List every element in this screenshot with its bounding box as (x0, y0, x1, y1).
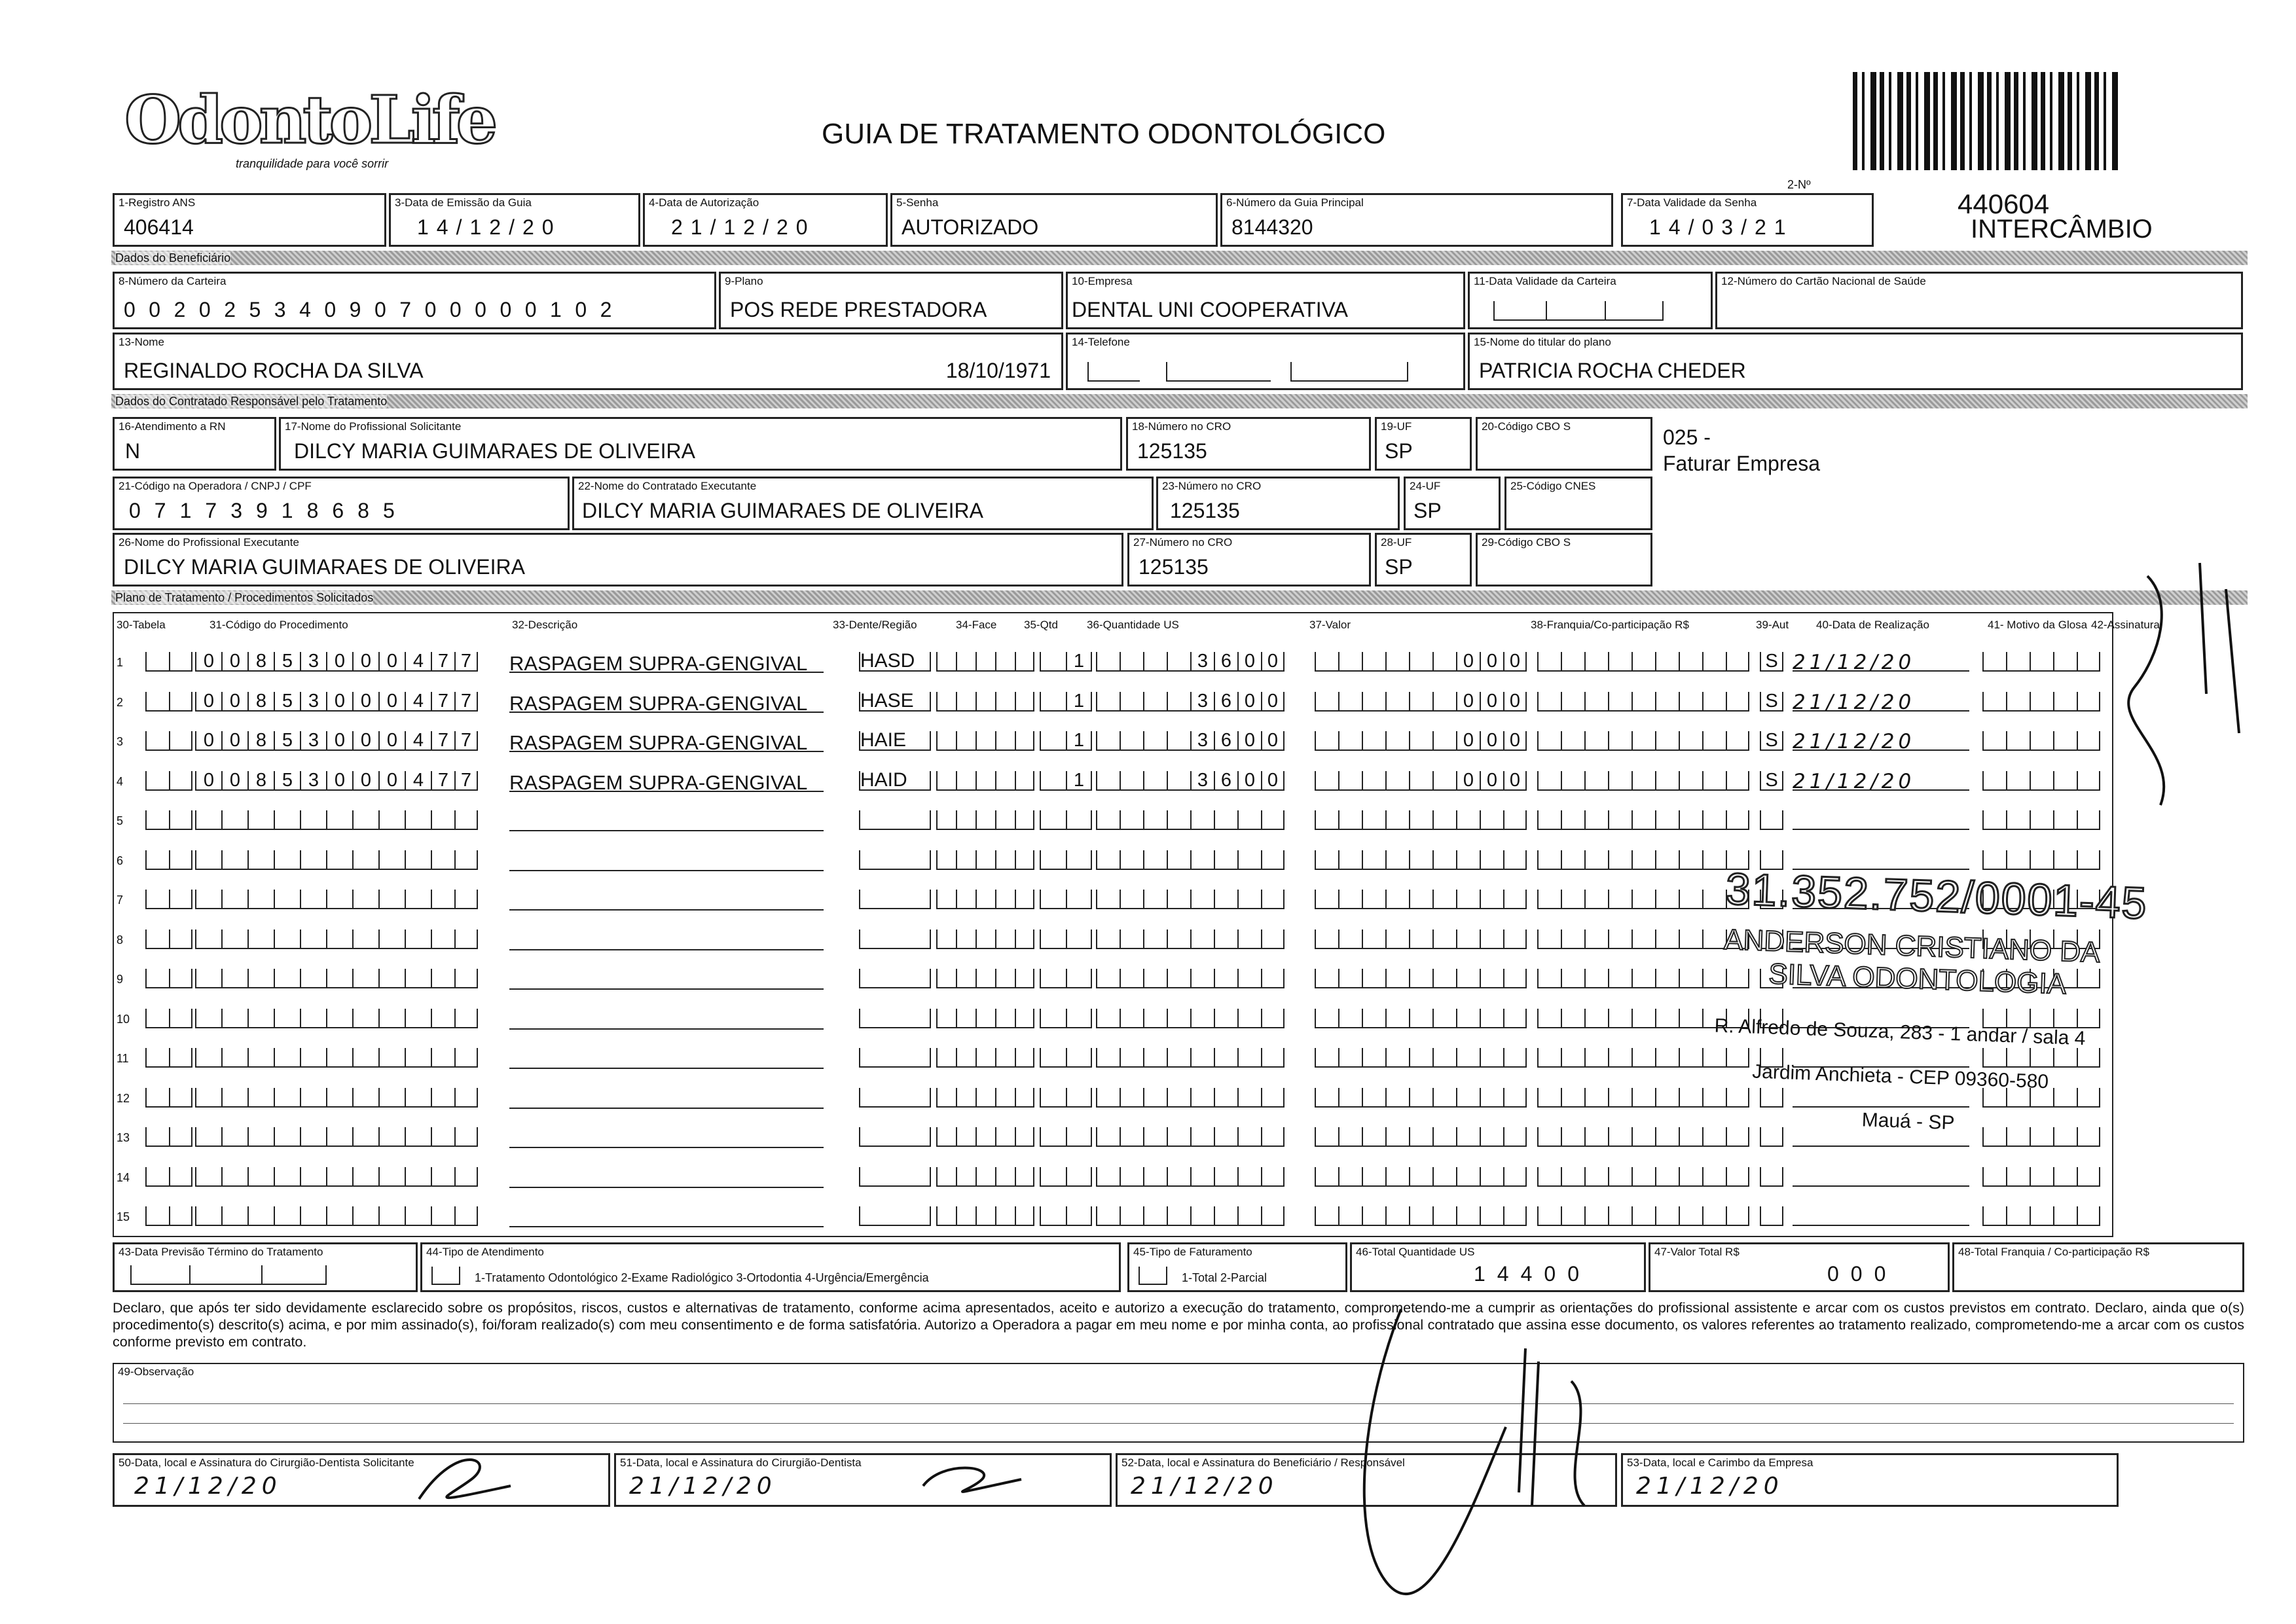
dente-cell[interactable]: HASE (859, 692, 931, 712)
dente-cell[interactable]: HAIE (859, 731, 931, 751)
registro-ans-label: 1-Registro ANS (118, 196, 196, 209)
aut-cell[interactable]: S (1760, 692, 1783, 712)
cro27-label: 27-Número no CRO (1133, 536, 1233, 549)
valor-total-label: 47-Valor Total R$ (1654, 1246, 1740, 1258)
row-number: 12 (117, 1091, 130, 1105)
aut-cell[interactable]: S (1760, 731, 1783, 751)
hdr-glosa: 41- Motivo da Glosa (1988, 619, 2088, 631)
carteira-value: 00202534090700000102 (124, 298, 625, 321)
section-plano: Plano de Tratamento / Procedimentos Solicitados (111, 590, 2248, 605)
codigo-cell[interactable]: 0 0 8 5 3 0 0 0 4 7 7 (195, 692, 478, 712)
hdr-tabela: 30-Tabela (117, 619, 166, 631)
titular-label: 15-Nome do titular do plano (1474, 336, 1611, 348)
dente-cell[interactable]: HASD (859, 652, 931, 672)
total-us-value: 14400 (1474, 1262, 1591, 1286)
descricao-cell[interactable]: RASPAGEM SUPRA-GENGIVAL (509, 771, 824, 792)
cbo20-label: 20-Código CBO S (1482, 420, 1571, 433)
prof-solicitante-value: DILCY MARIA GUIMARAES DE OLIVEIRA (294, 439, 695, 463)
faturar-code: 025 - (1663, 425, 1711, 449)
uf19-label: 19-UF (1381, 420, 1412, 433)
qtd-us-cell[interactable]: 3 6 0 0 (1096, 652, 1285, 672)
empresa-value: DENTAL UNI COOPERATIVA (1072, 298, 1348, 321)
assinatura51-label: 51-Data, local e Assinatura do Cirurgião-Dentista (620, 1456, 862, 1469)
empresa-label: 10-Empresa (1072, 275, 1133, 287)
row-number: 9 (117, 973, 124, 986)
hdr-face: 34-Face (956, 619, 997, 631)
hdr-assinatura: 42-Assinatura (2091, 619, 2160, 631)
data-realizacao-cell[interactable]: 21/12/20 (1793, 651, 1969, 672)
assinatura53-date: 21/12/20 (1636, 1473, 1784, 1500)
declaracao-text: Declaro, que após ter sido devidamente esclarecido sobre os propósitos, riscos, custos e alternativas de tratamento, conforme acima apresentados, aceito e autorizo a execução do tratamento, comprometendo-me a cumprir as orientações do profissional assistente e arcar com os custos previstos em contrato. Declaro, ainda que o(s) procedimento(s) descrito(s) acima, e por mim assinado(s), foi/foram realizado(s) com meu consentimento e de forma satisfatória. Autorizo a Operadora a pagar em meu nome e por minha conta, ao profissional contratado que assina esse documento, os valores referentes ao tratamento realizado, comprometendo-me a arcar com os custos conforme previsto em contrato. (113, 1300, 2244, 1350)
tipo-atend-label: 44-Tipo de Atendimento (426, 1246, 544, 1258)
logo-tagline: tranquilidade para você sorrir (236, 157, 389, 170)
registro-ans-value: 406414 (124, 215, 194, 239)
cbo29-label: 29-Código CBO S (1482, 536, 1571, 549)
assinatura51-date: 21/12/20 (629, 1473, 777, 1500)
uf24-value: SP (1413, 499, 1442, 522)
stamp-addr2: Jardim Anchieta - CEP 09360-580 (1751, 1060, 2049, 1093)
row-number: 11 (117, 1052, 129, 1065)
row-number: 14 (117, 1170, 130, 1184)
aut-cell[interactable]: S (1760, 771, 1783, 791)
plano-label: 9-Plano (725, 275, 763, 287)
uf24-label: 24-UF (1410, 480, 1441, 492)
qtd-cell[interactable]: 1 (1040, 652, 1092, 672)
hdr-qtd-us: 36-Quantidade US (1087, 619, 1179, 631)
data-realizacao-cell[interactable]: 21/12/20 (1793, 770, 1969, 791)
hdr-aut: 39-Aut (1756, 619, 1789, 631)
hdr-dente: 33-Dente/Região (833, 619, 917, 631)
cnes25-label: 25-Código CNES (1510, 480, 1596, 492)
codigo-cell[interactable]: 0 0 8 5 3 0 0 0 4 7 7 (195, 771, 478, 791)
validade-senha-value: 14/03/21 (1649, 215, 1794, 239)
uf19-value: SP (1385, 439, 1413, 463)
assinatura52-label: 52-Data, local e Assinatura do Beneficiário / Responsável (1121, 1456, 1405, 1469)
row-number: 13 (117, 1131, 130, 1144)
hdr-franquia: 38-Franquia/Co-participação R$ (1531, 619, 1689, 631)
assinatura53-label: 53-Data, local e Carimbo da Empresa (1627, 1456, 1813, 1469)
row-number: 10 (117, 1012, 130, 1026)
data-realizacao-cell[interactable]: 21/12/20 (1793, 730, 1969, 751)
cns-label: 12-Número do Cartão Nacional de Saúde (1721, 275, 1926, 287)
row-number: 3 (117, 735, 124, 748)
aut-cell[interactable]: S (1760, 652, 1783, 672)
prof-exec-label: 26-Nome do Profissional Executante (118, 536, 299, 549)
valor-cell[interactable]: 0 0 0 (1315, 731, 1527, 751)
senha-value: AUTORIZADO (902, 215, 1039, 239)
total-us-label: 46-Total Quantidade US (1356, 1246, 1475, 1258)
row-number: 6 (117, 854, 124, 867)
previsao-label: 43-Data Previsão Término do Tratamento (118, 1246, 323, 1258)
franquia-total-label: 48-Total Franquia / Co-participação R$ (1958, 1246, 2149, 1258)
section-contratado: Dados do Contratado Responsável pelo Tratamento (111, 394, 2248, 408)
uf28-value: SP (1385, 555, 1413, 579)
data-realizacao-cell[interactable]: 21/12/20 (1793, 691, 1969, 712)
cro27-value: 125135 (1139, 555, 1209, 579)
assinatura50-date: 21/12/20 (134, 1473, 282, 1500)
row-number: 2 (117, 695, 124, 709)
codigo-cell[interactable]: 0 0 8 5 3 0 0 0 4 7 7 (195, 731, 478, 751)
row-number: 8 (117, 933, 124, 947)
prof-exec-value: DILCY MARIA GUIMARAES DE OLIVEIRA (124, 555, 525, 579)
guia-principal-label: 6-Número da Guia Principal (1226, 196, 1364, 209)
prof-solicitante-label: 17-Nome do Profissional Solicitante (285, 420, 462, 433)
data-emissao-label: 3-Data de Emissão da Guia (395, 196, 532, 209)
contratado-exec-value: DILCY MARIA GUIMARAES DE OLIVEIRA (582, 499, 983, 522)
row-number: 15 (117, 1210, 130, 1223)
plano-value: POS REDE PRESTADORA (730, 298, 987, 321)
row-number: 1 (117, 656, 124, 669)
hdr-data-realizacao: 40-Data de Realização (1816, 619, 1929, 631)
descricao-cell[interactable]: RASPAGEM SUPRA-GENGIVAL (509, 731, 824, 752)
nome-value: REGINALDO ROCHA DA SILVA (124, 359, 424, 382)
contratado-exec-label: 22-Nome do Contratado Executante (578, 480, 757, 492)
row-number: 4 (117, 774, 124, 788)
atend-rn-label: 16-Atendimento a RN (118, 420, 226, 433)
atend-rn-value: N (125, 439, 141, 463)
qtd-us-cell[interactable]: 3 6 0 0 (1096, 771, 1285, 791)
cro18-value: 125135 (1137, 439, 1207, 463)
descricao-cell[interactable]: RASPAGEM SUPRA-GENGIVAL (509, 692, 824, 713)
qtd-cell[interactable]: 1 (1040, 731, 1092, 751)
row-number: 7 (117, 893, 124, 907)
cod-operadora-value: 07173918685 (129, 499, 409, 522)
uf28-label: 28-UF (1381, 536, 1412, 549)
cod-operadora-label: 21-Código na Operadora / CNPJ / CPF (118, 480, 312, 492)
tipo-atend-options: 1-Tratamento Odontológico 2-Exame Radiológico 3-Ortodontia 4-Urgência/Emergência (475, 1271, 929, 1284)
valor-cell[interactable]: 0 0 0 (1315, 652, 1527, 672)
valor-total-value: 000 (1827, 1262, 1898, 1286)
qtd-us-cell[interactable]: 3 6 0 0 (1096, 731, 1285, 751)
stamp-cnpj: 31.352.752/0001-45 (1724, 863, 2149, 929)
telefone-label: 14-Telefone (1072, 336, 1130, 348)
signature-beneficiario (1364, 1309, 1584, 1594)
row-number: 5 (117, 814, 124, 827)
data-autorizacao-value: 21/12/20 (671, 215, 816, 239)
guia-principal-value: 8144320 (1231, 215, 1313, 239)
corner-type: INTERCÂMBIO (1971, 215, 2153, 244)
signature-51 (923, 1468, 1021, 1492)
carteira-label: 8-Número da Carteira (118, 275, 227, 287)
qtd-us-cell[interactable]: 3 6 0 0 (1096, 692, 1285, 712)
assinatura52-date: 21/12/20 (1131, 1473, 1279, 1500)
nascimento-value: 18/10/1971 (945, 359, 1051, 382)
signature-50 (419, 1460, 511, 1499)
assinatura50-label: 50-Data, local e Assinatura do Cirurgião-Dentista Solicitante (118, 1456, 414, 1469)
data-autorizacao-label: 4-Data de Autorização (649, 196, 759, 209)
nome-label: 13-Nome (118, 336, 164, 348)
numero-label: 2-Nº (1787, 178, 1811, 191)
stamp-addr1: R. Alfredo de Souza, 283 - 1 andar / sala 4 (1714, 1015, 2086, 1050)
titular-value: PATRICIA ROCHA CHEDER (1479, 359, 1746, 382)
logo-text: OdontoLife (124, 81, 494, 158)
faturar-text: Faturar Empresa (1663, 452, 1821, 475)
qtd-cell[interactable]: 1 (1040, 771, 1092, 791)
corner-code: 440604 (1958, 189, 2050, 219)
signature-procedures (2128, 563, 2239, 805)
cro23-value: 125135 (1170, 499, 1240, 522)
stamp-name2: SILVA ODONTOLOGIA (1768, 958, 2067, 1001)
hdr-codigo: 31-Código do Procedimento (210, 619, 348, 631)
descricao-cell[interactable]: RASPAGEM SUPRA-GENGIVAL (509, 652, 824, 673)
page-title: GUIA DE TRATAMENTO ODONTOLÓGICO (822, 118, 1386, 150)
data-emissao-value: 14/12/20 (417, 215, 562, 239)
dente-cell[interactable]: HAID (859, 771, 931, 791)
observacao-label: 49-Observação (118, 1365, 194, 1378)
section-beneficiario: Dados do Beneficiário (111, 251, 2248, 265)
hdr-descricao: 32-Descrição (512, 619, 578, 631)
hdr-valor: 37-Valor (1309, 619, 1351, 631)
stamp-addr3: Mauá - SP (1861, 1109, 1956, 1134)
tipo-fat-label: 45-Tipo de Faturamento (1133, 1246, 1252, 1258)
senha-label: 5-Senha (896, 196, 939, 209)
hdr-qtd: 35-Qtd (1024, 619, 1058, 631)
validade-senha-label: 7-Data Validade da Senha (1627, 196, 1757, 209)
valor-cell[interactable]: 0 0 0 (1315, 692, 1527, 712)
validade-carteira-label: 11-Data Validade da Carteira (1474, 275, 1616, 287)
codigo-cell[interactable]: 0 0 8 5 3 0 0 0 4 7 7 (195, 652, 478, 672)
valor-cell[interactable]: 0 0 0 (1315, 771, 1527, 791)
qtd-cell[interactable]: 1 (1040, 692, 1092, 712)
cro23-label: 23-Número no CRO (1162, 480, 1262, 492)
cro18-label: 18-Número no CRO (1132, 420, 1231, 433)
stamp-name1: ANDERSON CRISTIANO DA (1723, 923, 2101, 969)
tipo-fat-options: 1-Total 2-Parcial (1182, 1271, 1267, 1284)
